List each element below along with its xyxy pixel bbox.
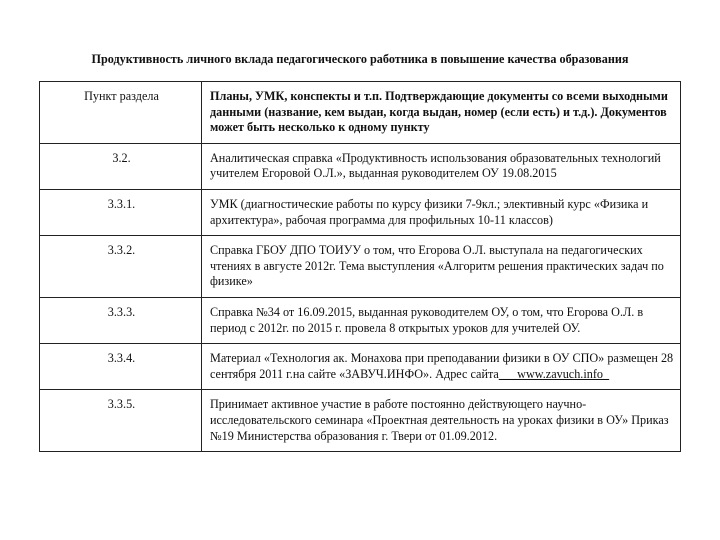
table-row [40, 236, 681, 298]
table-row [40, 143, 681, 189]
documents-text: Материал «Технология ак. Монахова при преподавании физики в ОУ СПО» размещен 28 сентября 2011 г.на сайте «ЗАВУЧ.ИНФО». Адрес сайта [210, 351, 674, 381]
section-number-cell: 3.3.5. [40, 390, 202, 452]
section-number-cell: 3.3.4. [40, 344, 202, 390]
table-row [40, 390, 681, 452]
table-row [40, 189, 681, 235]
documents-cell: Принимает активное участие в работе постоянно действующего научно-исследовательского семинара «Проектная деятельность на уроках физики в ОУ» Приказ №19 Министерства образования г. Твери от 01.09.2012. [202, 390, 681, 452]
header-documents-cell: Планы, УМК, конспекты и т.п. Подтверждающие документы со всеми выходными данными (название, кем выдан, когда выдан, номер (если есть) и т.д.). Документов может быть несколько к одному пункту [202, 82, 681, 144]
documents-cell: Справка ГБОУ ДПО ТОИУУ о том, что Егорова О.Л. выступала на педагогических чтениях в августе 2012г. Тема выступления «Алгоритм решения практических задач по физике» [202, 236, 681, 298]
documents-cell: Справка №34 от 16.09.2015, выданная руководителем ОУ, о том, что Егорова О.Л. в период с 2012г. по 2015 г. провела 8 открытых уроков для учителей ОУ. [202, 297, 681, 343]
table-row [40, 297, 681, 343]
site-link[interactable]: ___www.zavuch.info_ [498, 366, 610, 381]
documents-cell: УМК (диагностические работы по курсу физики 7-9кл.; элективный курс «Физика и архитектура», рабочая программа для профильных 10-11 классов) [202, 189, 681, 235]
table-row [40, 344, 681, 390]
header-section-cell: Пункт раздела [40, 82, 202, 144]
table-header-row [40, 82, 681, 144]
section-number-cell: 3.2. [40, 143, 202, 189]
documents-cell: Аналитическая справка «Продуктивность использования образовательных технологий учителем Егоровой О.Л.», выданная руководителем ОУ 19.08.2015 [202, 143, 681, 189]
document-title: Продуктивность личного вклада педагогического работника в повышение качества образования [91, 52, 629, 66]
evidence-table [39, 81, 681, 452]
section-number-cell: 3.3.1. [40, 189, 202, 235]
section-number-cell: 3.3.3. [40, 297, 202, 343]
section-number-cell: 3.3.2. [40, 236, 202, 298]
documents-cell [202, 344, 681, 390]
